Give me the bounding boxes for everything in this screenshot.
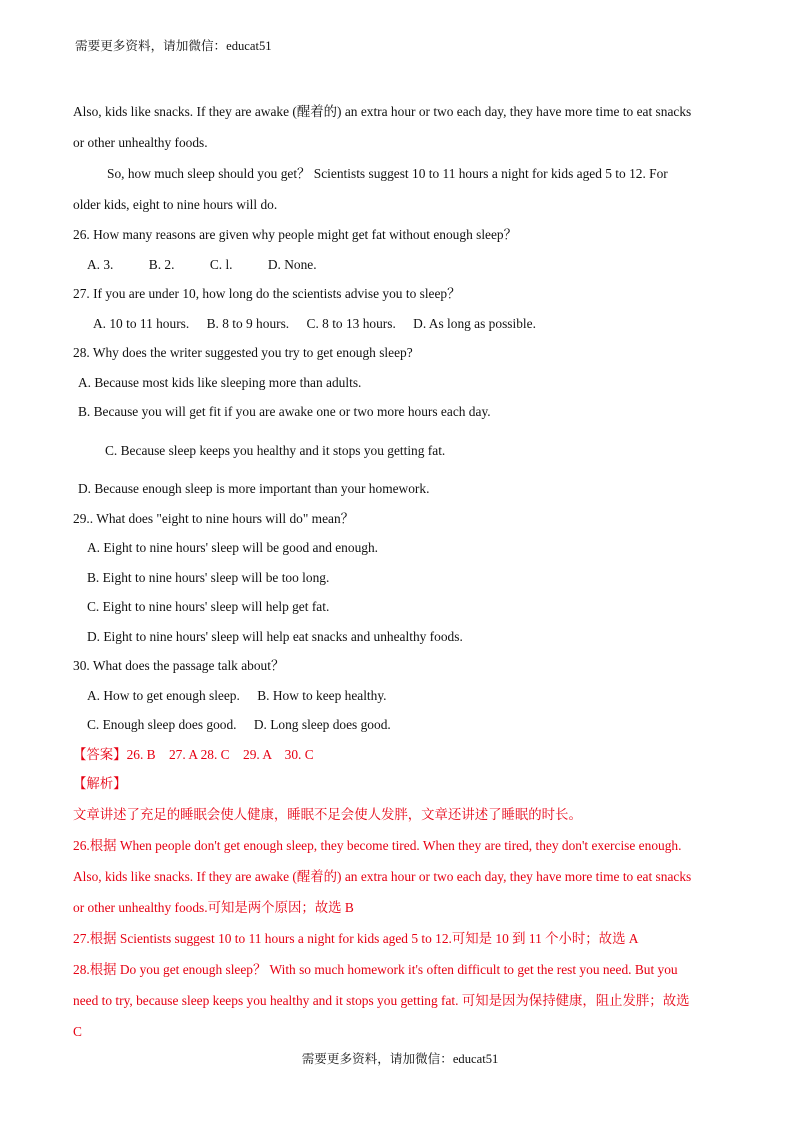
option-b: B. 2. <box>148 256 175 272</box>
question-29-stem: 29.. What does "eight to nine hours will do" mean？ <box>73 510 355 526</box>
question-28-option-c: C. Because sleep keeps you healthy and it stops you getting fat. <box>105 442 446 458</box>
option-d: D. None. <box>267 256 317 272</box>
option-a: A. 10 to 11 hours. <box>93 315 190 331</box>
page-header: 需要更多资料，请加微信：educat51 <box>75 39 272 53</box>
analysis-28-line: 28.根据 Do you get enough sleep？ With so much homework it's often difficult to get the rest you need. But you <box>73 961 678 977</box>
option-c: C. l. <box>209 256 233 272</box>
option-d: D. Long sleep does good. <box>253 717 391 732</box>
page-footer: 需要更多资料，请加微信：educat51 <box>301 1052 499 1066</box>
option-d: D. As long as possible. <box>413 315 536 331</box>
analysis-28-line: C <box>73 1023 82 1039</box>
analysis-28-line: need to try, because sleep keeps you healthy and it stops you getting fat. 可知是因为保持健康，阻止发胖；故选 <box>73 992 690 1008</box>
question-27-options <box>73 309 728 339</box>
question-29-option-a: A. Eight to nine hours' sleep will be good and enough. <box>87 540 379 555</box>
answer-line <box>73 740 728 770</box>
passage-line: or other unhealthy foods. <box>73 135 208 150</box>
option-a: A. 3. <box>87 256 114 272</box>
question-29-option-b: B. Eight to nine hours' sleep will be too long. <box>87 569 330 585</box>
question-29-option-d: D. Eight to nine hours' sleep will help eat snacks and unhealthy foods. <box>87 628 463 644</box>
question-29-option-c: C. Eight to nine hours' sleep will help get fat. <box>87 599 330 614</box>
question-27-stem: 27. If you are under 10, how long do the scientists advise you to sleep？ <box>73 286 461 301</box>
question-28-option-d: D. Because enough sleep is more important than your homework. <box>78 481 430 496</box>
option-b: B. How to keep healthy. <box>257 687 387 703</box>
question-28-stem: 28. Why does the writer suggested you try to get enough sleep? <box>73 345 413 360</box>
passage-line: older kids, eight to nine hours will do. <box>73 197 278 212</box>
question-30-options-row-1 <box>73 681 728 711</box>
analysis-26-line: 26.根据 When people don't get enough sleep, they become tired. When they are tired, they don't exercise enough. <box>73 837 682 853</box>
document-content <box>73 96 728 1047</box>
question-28-option-b: B. Because you will get fit if you are awake one or two more hours each day. <box>78 404 491 419</box>
analysis-26-line: or other unhealthy foods.可知是两个原因；故选 B <box>73 899 354 915</box>
question-28-option-a: A. Because most kids like sleeping more than adults. <box>78 374 362 390</box>
passage-line: So, how much sleep should you get？ Scientists suggest 10 to 11 hours a night for kids aged 5 to 12. For <box>107 166 668 181</box>
question-26-stem: 26. How many reasons are given why people might get fat without enough sleep？ <box>73 227 518 242</box>
question-26-options <box>73 250 728 280</box>
option-a: A. How to get enough sleep. <box>87 687 240 703</box>
analysis-26-line: Also, kids like snacks. If they are awake (醒着的) an extra hour or two each day, they have more time to eat snacks <box>73 868 692 884</box>
passage-line: Also, kids like snacks. If they are awake (醒着的) an extra hour or two each day, they have more time to eat snacks <box>73 104 692 119</box>
option-b: B. 8 to 9 hours. <box>206 315 290 331</box>
option-c: C. 8 to 13 hours. <box>306 315 396 331</box>
analysis-label: 【解析】 <box>73 776 127 791</box>
question-30-options-row-2 <box>73 710 728 740</box>
analysis-summary: 文章讲述了充足的睡眠会使人健康，睡眠不足会使人发胖，文章还讲述了睡眠的时长。 <box>73 806 582 822</box>
question-30-stem: 30. What does the passage talk about？ <box>73 658 285 673</box>
answer-label: 【答案】 <box>73 746 127 762</box>
answer-values: 26. B 27. A 28. C 29. A 30. C <box>126 746 314 762</box>
option-c: C. Enough sleep does good. <box>87 717 237 732</box>
analysis-27-line: 27.根据 Scientists suggest 10 to 11 hours a night for kids aged 5 to 12.可知是 10 到 11 个小时；故选 A <box>73 930 639 946</box>
